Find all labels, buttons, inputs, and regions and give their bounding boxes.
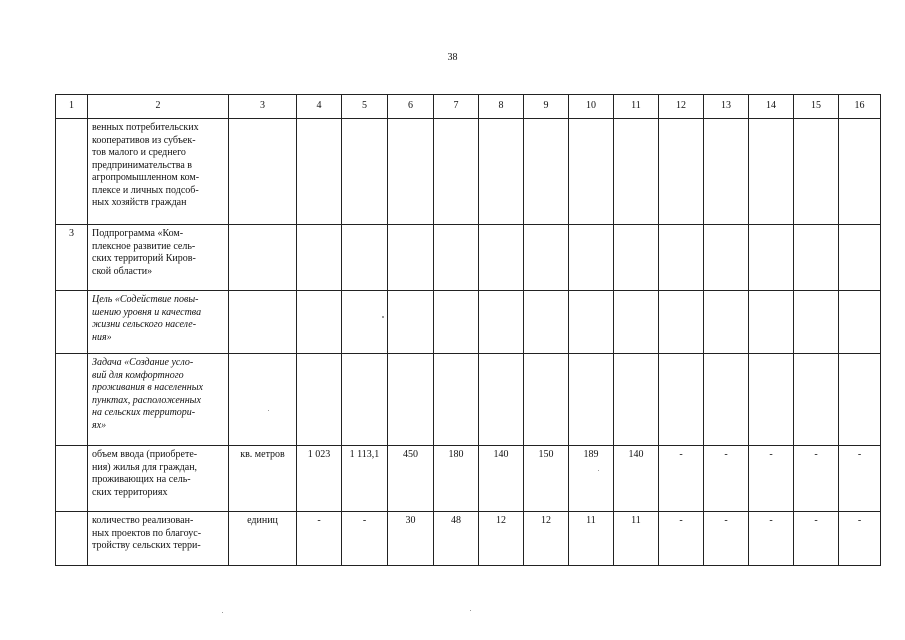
header-cell-5: 5 (342, 95, 388, 119)
value-cell: - (749, 446, 794, 512)
value-cell: - (659, 446, 704, 512)
value-cell (342, 291, 388, 354)
scan-speck (598, 470, 599, 471)
value-cell (388, 225, 434, 291)
value-cell (479, 225, 524, 291)
value-cell (839, 119, 881, 225)
indicator-name: венных потребительских кооперативов из субъек- тов малого и среднего предпринимательства в агропромышленном ком- плексе и личных подсоб- ных хозяйств граждан (88, 119, 229, 225)
header-cell-9: 9 (524, 95, 569, 119)
value-cell (749, 354, 794, 446)
value-cell (479, 354, 524, 446)
indicator-name: Подпрограмма «Ком- плексное развитие сель- ских территорий Киров- ской области» (88, 225, 229, 291)
value-cell (569, 354, 614, 446)
value-cell (794, 354, 839, 446)
value-cell: - (794, 512, 839, 566)
value-cell (569, 291, 614, 354)
indicator-name: объем ввода (приобрете- ния) жилья для граждан, проживающих на сель- ских территориях (88, 446, 229, 512)
value-cell (297, 225, 342, 291)
value-cell (388, 291, 434, 354)
row-number (56, 512, 88, 566)
header-cell-4: 4 (297, 95, 342, 119)
value-cell: 11 (569, 512, 614, 566)
table-row (56, 446, 881, 512)
scan-speck (268, 410, 269, 411)
header-cell-16: 16 (839, 95, 881, 119)
value-cell: - (749, 512, 794, 566)
value-cell: - (794, 446, 839, 512)
unit-of-measure (229, 291, 297, 354)
header-row (56, 95, 881, 119)
value-cell (614, 225, 659, 291)
row-number (56, 119, 88, 225)
value-cell (839, 354, 881, 446)
indicators-table (55, 94, 881, 566)
value-cell (704, 119, 749, 225)
value-cell (794, 291, 839, 354)
value-cell (524, 291, 569, 354)
header-cell-3: 3 (229, 95, 297, 119)
header-cell-2: 2 (88, 95, 229, 119)
indicator-name: Цель «Содействие повы- шению уровня и качества жизни сельского населе- ния» (88, 291, 229, 354)
table-row (56, 512, 881, 566)
value-cell: - (704, 512, 749, 566)
unit-of-measure: кв. метров (229, 446, 297, 512)
value-cell (524, 354, 569, 446)
value-cell (297, 354, 342, 446)
value-cell: 1 113,1 (342, 446, 388, 512)
table-row (56, 291, 881, 354)
value-cell: 180 (434, 446, 479, 512)
value-cell: 12 (524, 512, 569, 566)
value-cell: 48 (434, 512, 479, 566)
value-cell: - (704, 446, 749, 512)
value-cell (388, 354, 434, 446)
value-cell (659, 291, 704, 354)
scan-speck (382, 316, 384, 318)
table-row (56, 119, 881, 225)
value-cell (614, 354, 659, 446)
header-cell-10: 10 (569, 95, 614, 119)
value-cell (614, 119, 659, 225)
value-cell: 140 (479, 446, 524, 512)
page-number: 38 (447, 52, 458, 63)
unit-of-measure (229, 354, 297, 446)
row-number (56, 446, 88, 512)
value-cell (524, 119, 569, 225)
value-cell: 189 (569, 446, 614, 512)
value-cell: 140 (614, 446, 659, 512)
value-cell (704, 291, 749, 354)
unit-of-measure: единиц (229, 512, 297, 566)
value-cell (342, 354, 388, 446)
value-cell (297, 119, 342, 225)
header-cell-15: 15 (794, 95, 839, 119)
header-cell-6: 6 (388, 95, 434, 119)
row-number (56, 291, 88, 354)
value-cell (749, 225, 794, 291)
value-cell (434, 119, 479, 225)
value-cell: - (839, 512, 881, 566)
value-cell: 12 (479, 512, 524, 566)
value-cell (342, 119, 388, 225)
value-cell (569, 119, 614, 225)
indicator-name: количество реализован- ных проектов по благоус- тройству сельских терри- (88, 512, 229, 566)
header-cell-1: 1 (56, 95, 88, 119)
value-cell (614, 291, 659, 354)
value-cell (434, 354, 479, 446)
value-cell: - (659, 512, 704, 566)
value-cell (342, 225, 388, 291)
value-cell: 150 (524, 446, 569, 512)
header-cell-14: 14 (749, 95, 794, 119)
value-cell (794, 225, 839, 291)
header-cell-7: 7 (434, 95, 479, 119)
value-cell: - (839, 446, 881, 512)
row-number: 3 (56, 225, 88, 291)
value-cell (839, 225, 881, 291)
value-cell (297, 291, 342, 354)
header-cell-13: 13 (704, 95, 749, 119)
unit-of-measure (229, 119, 297, 225)
value-cell (524, 225, 569, 291)
value-cell: 450 (388, 446, 434, 512)
row-number (56, 354, 88, 446)
table-row (56, 225, 881, 291)
scan-speck (222, 612, 223, 613)
value-cell: 30 (388, 512, 434, 566)
scan-speck (470, 610, 471, 611)
unit-of-measure (229, 225, 297, 291)
value-cell (704, 354, 749, 446)
value-cell (839, 291, 881, 354)
value-cell (434, 291, 479, 354)
value-cell: 11 (614, 512, 659, 566)
value-cell (434, 225, 479, 291)
header-cell-8: 8 (479, 95, 524, 119)
value-cell (569, 225, 614, 291)
header-cell-11: 11 (614, 95, 659, 119)
value-cell (388, 119, 434, 225)
header-cell-12: 12 (659, 95, 704, 119)
value-cell: 1 023 (297, 446, 342, 512)
value-cell (704, 225, 749, 291)
value-cell: - (342, 512, 388, 566)
value-cell (659, 119, 704, 225)
value-cell (749, 119, 794, 225)
value-cell (479, 291, 524, 354)
value-cell (794, 119, 839, 225)
indicator-name: Задача «Создание усло- вий для комфортного проживания в населенных пунктах, расположенных на сельских территори- ях» (88, 354, 229, 446)
value-cell (659, 225, 704, 291)
value-cell (479, 119, 524, 225)
table-row (56, 354, 881, 446)
value-cell (749, 291, 794, 354)
value-cell (659, 354, 704, 446)
value-cell: - (297, 512, 342, 566)
